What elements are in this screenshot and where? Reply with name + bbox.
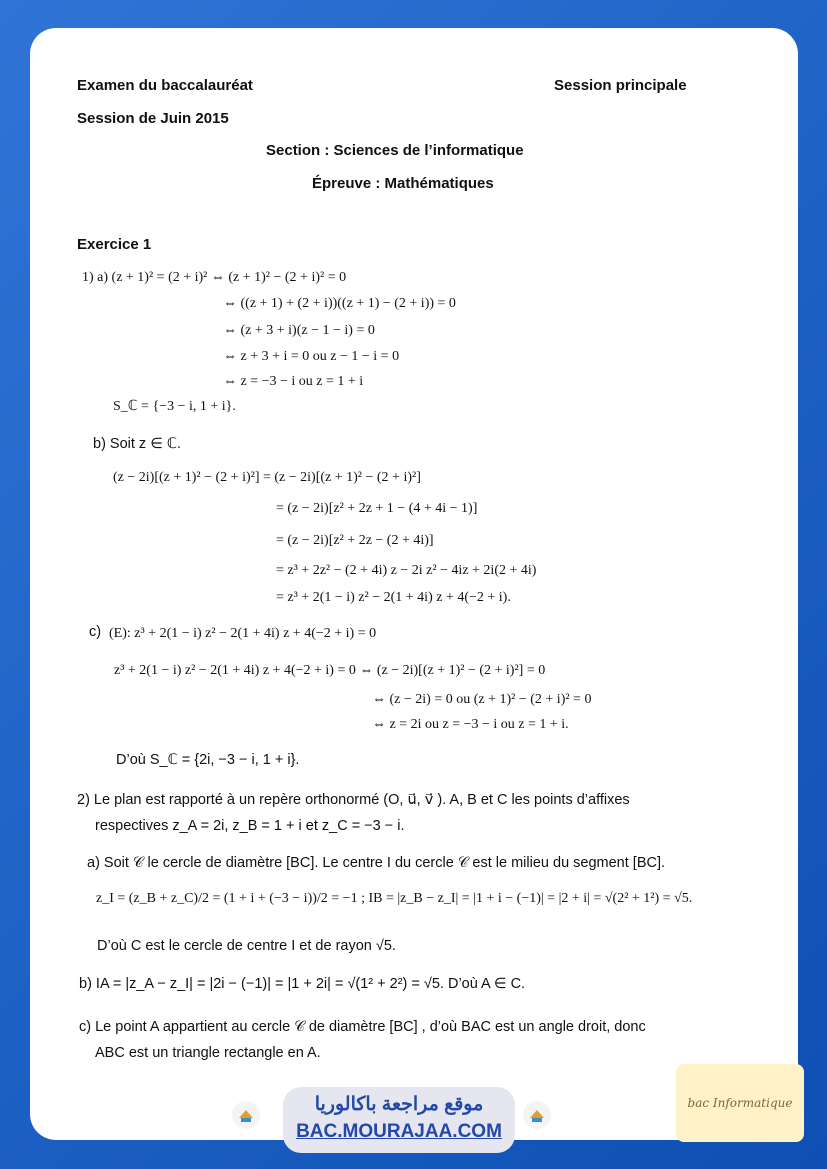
q1a-line-5: ⇔ z = −3 − i ou z = 1 + i — [223, 374, 364, 389]
q2a-computation: z_I = (z_B + z_C)/2 = (1 + i + (−3 − i))/2 = −1 ; IB = |z_B − z_I| = |1 + i − (−1)| = |2 + i| = √(2² + 1²) = √5. — [96, 891, 693, 906]
q1c-line-3: ⇔ z = 2i ou z = −3 − i ou z = 1 + i. — [372, 717, 569, 732]
site-url-link[interactable]: BAC.MOURAJAA.COM — [296, 1121, 502, 1142]
site-badge[interactable] — [283, 1087, 515, 1153]
q1b-intro: b) Soit z ∈ ℂ. — [93, 436, 182, 452]
q1c-line-1: z³ + 2(1 − i) z² − 2(1 + 4i) z + 4(−2 + i) = 0 ⇔ (z − 2i)[(z + 1)² − (2 + i)²] = 0 — [114, 663, 546, 678]
section-title: Section : Sciences de l’informatique — [266, 142, 524, 159]
exercise-title: Exercice 1 — [77, 236, 152, 253]
q1a-line-3: ⇔ (z + 3 + i)(z − 1 − i) = 0 — [223, 323, 375, 338]
q1a-line-4: ⇔ z + 3 + i = 0 ou z − 1 − i = 0 — [223, 349, 400, 364]
site-logo-icon — [231, 1100, 261, 1130]
q1c-label: c) — [89, 624, 102, 640]
site-logo-icon-right — [522, 1100, 552, 1130]
q1b-line-3: = (z − 2i)[z² + 2z − (2 + 4i)] — [276, 533, 434, 548]
q1c-line-2: ⇔ (z − 2i) = 0 ou (z + 1)² − (2 + i)² = 0 — [372, 692, 592, 707]
session-type: Session principale — [554, 77, 687, 94]
document-page — [30, 28, 798, 1140]
q2a-statement: a) Soit 𝒞 le cercle de diamètre [BC]. Le centre I du cercle 𝒞 est le milieu du segment [BC]. — [87, 855, 666, 871]
q1b-line-5: = z³ + 2(1 − i) z² − 2(1 + 4i) z + 4(−2 + i). — [276, 590, 511, 605]
q1b-line-4: = z³ + 2z² − (2 + 4i) z − 2i z² − 4iz + 2i(2 + 4i) — [276, 563, 537, 578]
q2c-line-1: c) Le point A appartient au cercle 𝒞 de diamètre [BC] , d’où BAC est un angle droit, donc — [79, 1019, 646, 1035]
q1b-line-2: = (z − 2i)[z² + 2z + 1 − (4 + 4i − 1)] — [276, 501, 478, 516]
epreuve-title: Épreuve : Mathématiques — [312, 175, 494, 192]
session-date: Session de Juin 2015 — [77, 110, 229, 127]
q2-affixes: respectives z_A = 2i, z_B = 1 + i et z_C = −3 − i. — [95, 818, 405, 834]
exam-title: Examen du baccalauréat — [77, 77, 253, 94]
q1a-line-1: 1) a) (z + 1)² = (2 + i)² ⇔ (z + 1)² − (2 + i)² = 0 — [82, 270, 347, 285]
q2-intro: 2) Le plan est rapporté à un repère orthonormé (O, u⃗, v⃗ ). A, B et C les points d’affixes — [77, 792, 630, 808]
q2a-conclusion: D’où C est le cercle de centre I et de rayon √5. — [97, 938, 396, 954]
q1a-line-2: ⇔ ((z + 1) + (2 + i))((z + 1) − (2 + i)) = 0 — [223, 296, 456, 311]
q1b-line-1: (z − 2i)[(z + 1)² − (2 + i)²] = (z − 2i)[(z + 1)² − (2 + i)²] — [113, 470, 421, 485]
site-name-arabic: موقع مراجعة باكالوريا — [314, 1094, 484, 1115]
q1c-solution: D’où S_ℂ = {2i, −3 − i, 1 + i}. — [116, 752, 300, 768]
brand-text: bac Informatique — [687, 1096, 793, 1110]
q1c-equation: (E): z³ + 2(1 − i) z² − 2(1 + 4i) z + 4(−2 + i) = 0 — [109, 626, 377, 641]
q2c-line-2: ABC est un triangle rectangle en A. — [95, 1045, 321, 1061]
brand-badge — [676, 1064, 804, 1142]
q1a-solution: S_ℂ = {−3 − i, 1 + i}. — [113, 399, 236, 414]
q2b-computation: b) IA = |z_A − z_I| = |2i − (−1)| = |1 + 2i| = √(1² + 2²) = √5. D’où A ∈ C. — [79, 976, 526, 992]
